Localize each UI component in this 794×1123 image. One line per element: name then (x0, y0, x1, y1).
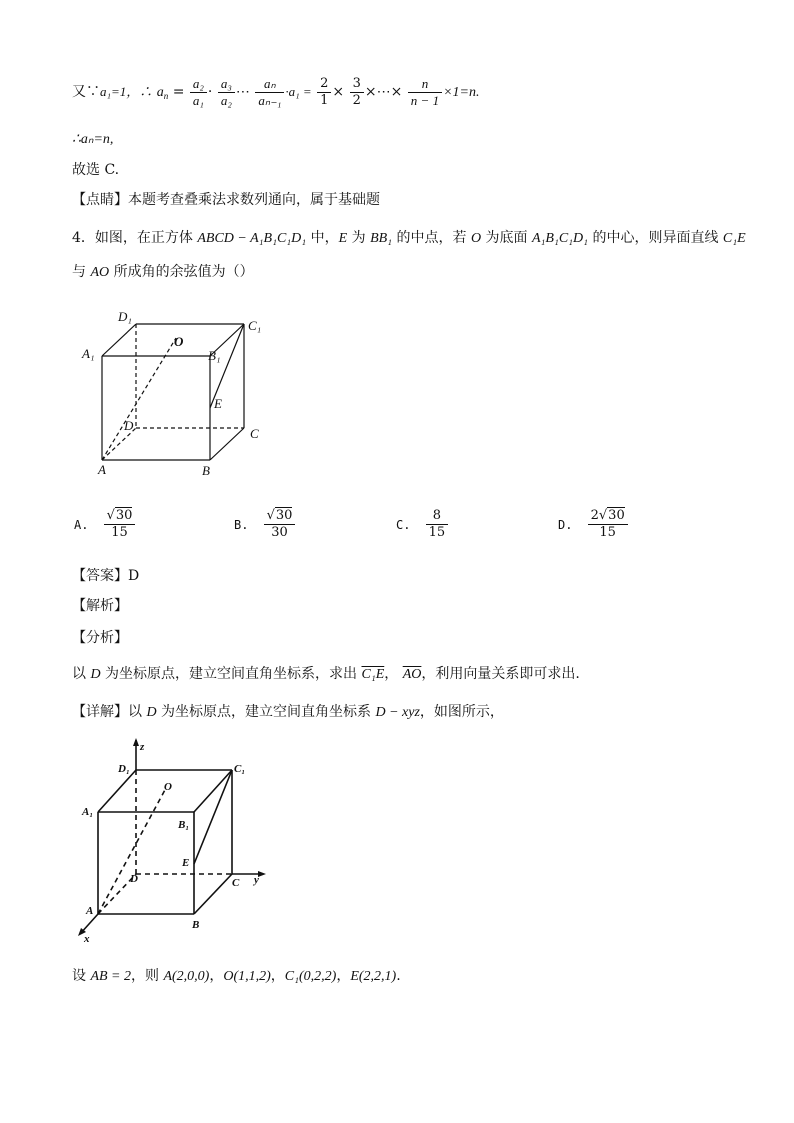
remark-line (72, 190, 380, 210)
math: D (90, 667, 101, 682)
text: ，利用向量关系即可求出. (421, 666, 580, 682)
text: ，如图所示， (419, 704, 504, 720)
label-b: B (202, 463, 210, 478)
math: C₁E (722, 231, 746, 246)
denominator: 2 (352, 92, 361, 108)
numerator: a₃ (218, 76, 235, 93)
text: 所成角的余弦值为（） (109, 264, 254, 280)
text: 与 (72, 264, 91, 280)
text: 为坐标原点，建立空间直角坐标系 (156, 704, 376, 720)
denominator: a₁ (192, 92, 204, 108)
text: ， (270, 968, 285, 984)
answer-line (72, 566, 139, 586)
label-b1: B₁ (208, 348, 221, 363)
remark-text: 本题考查叠乘法求数列通向，属于基础题 (128, 192, 380, 208)
coefficient: 2 (590, 508, 599, 523)
option-d[interactable] (558, 508, 629, 541)
denominator: n − 1 (410, 92, 440, 108)
numerator: a₂ (190, 76, 207, 93)
conclusion-line: ∴aₙ=n, (72, 132, 114, 147)
fenxi-tag: 【分析】 (72, 630, 128, 646)
option-label: C. (396, 517, 411, 532)
denominator: 15 (111, 525, 128, 540)
point-c1: C₁(0,2,2) (284, 969, 337, 984)
label-e: E (182, 857, 190, 869)
answer-tag: 【答案】 (72, 568, 128, 584)
label-d1: D₁ (118, 309, 132, 324)
option-label: D. (558, 517, 573, 532)
vector: C₁E (361, 667, 385, 682)
text: ， (384, 666, 403, 682)
label-a: A (98, 462, 106, 477)
denominator: 1 (320, 92, 329, 108)
text: 以 (72, 666, 91, 682)
option-b[interactable] (234, 508, 296, 541)
answer-value: D (128, 568, 140, 584)
math: D (146, 705, 157, 720)
label-y: y (254, 874, 259, 886)
label-e: E (214, 396, 222, 411)
detail-tag: 【详解】 (72, 704, 128, 720)
fraction: $\frac{√30}{30}$ (264, 508, 296, 541)
math-sub: n (163, 91, 169, 101)
label-z: z (140, 741, 145, 753)
math-op: ·a₁ = (285, 84, 312, 99)
choice-line: 故选 C. (72, 162, 120, 178)
fraction (218, 76, 235, 109)
question-line-2 (72, 262, 254, 283)
label-d: D (130, 873, 138, 885)
math-op: ⋯ (235, 84, 250, 100)
math-var: a (156, 85, 164, 100)
math: AO (90, 265, 110, 280)
denominator: 15 (428, 525, 446, 540)
radicand: 30 (275, 508, 293, 523)
edge (194, 770, 232, 812)
vector: $\overline{AO}$ (402, 667, 422, 682)
fraction: $\frac{√30}{15}$ (104, 508, 136, 541)
text: ， (209, 968, 224, 984)
denominator: aₙ₋₁ (258, 92, 282, 108)
cube-figure (78, 306, 278, 482)
detail-line (72, 702, 504, 723)
text: ，则 (131, 968, 164, 984)
formula-line: 又∵a₁=1，∴ $a_n$ = $\frac{\text{a₂}}{\text{a₁}}$ · $\frac{\text{a₃}}{\text{a₂}}$ ⋯ $\frac{\text{aₙ}}{\text{aₙ₋₁}}$ ·a₁ = $\frac{2}{1}$ × $\frac{3}{2}$ ×⋯× $\frac{n}{n - 1}$ ×1=n. (72, 75, 480, 108)
label-o: O (164, 781, 172, 793)
fraction (255, 76, 284, 109)
edge (102, 324, 136, 356)
math: AB = 2 (90, 969, 132, 984)
text: 的中心，则异面直线 (588, 230, 723, 246)
numerator: 8 (426, 508, 449, 525)
math-op: ×1=n. (443, 85, 480, 100)
radicand: 30 (608, 508, 625, 523)
label-a1: A₁ (82, 346, 95, 361)
numerator: n (408, 76, 442, 93)
edge (98, 770, 136, 812)
label-a: A (86, 905, 94, 917)
denominator: 15 (599, 525, 616, 540)
math: A₁B₁C₁D₁ (531, 231, 589, 246)
z-arrow-icon (133, 738, 139, 746)
denominator: 30 (271, 525, 288, 540)
fraction (426, 508, 449, 541)
text: 为底面 (481, 230, 532, 246)
option-a[interactable] (74, 508, 136, 541)
question-line-1 (72, 228, 746, 249)
coordinate-cube-figure (74, 738, 274, 944)
option-label: B. (234, 517, 249, 532)
label-a1: A₁ (82, 806, 94, 818)
point-a: A(2,0,0) (163, 969, 210, 984)
text: 为坐标原点，建立空间直角坐标系，求出 (100, 666, 362, 682)
label-c1: C₁ (248, 318, 262, 333)
y-arrow-icon (258, 871, 266, 877)
fraction: $\frac{2√30}{15}$ (588, 508, 628, 541)
option-label: A. (74, 517, 89, 532)
label-b1: B₁ (178, 819, 190, 831)
numerator: 2 (317, 76, 331, 93)
text: 以 (128, 704, 147, 720)
label-x: x (84, 933, 90, 944)
radicand: 30 (115, 508, 133, 523)
fraction (408, 76, 442, 109)
text: ， (336, 968, 351, 984)
segment-ao (98, 788, 166, 914)
label-o: O (174, 334, 184, 349)
analysis-tag: 【解析】 (72, 598, 128, 614)
math-op: = (168, 84, 189, 100)
denominator: a₂ (220, 92, 232, 108)
label-d: D (124, 418, 134, 433)
segment-c1e (194, 770, 232, 864)
fraction (190, 76, 207, 109)
option-c[interactable] (396, 508, 449, 541)
text: 中， (306, 230, 339, 246)
label-d1: D₁ (118, 763, 130, 775)
text: . (396, 968, 401, 984)
math: BB₁ (370, 231, 393, 246)
point-e: E(2,2,1) (350, 969, 397, 984)
numerator: 3 (350, 76, 364, 93)
text: 又∵ (72, 84, 100, 100)
edge (210, 428, 244, 460)
text: a₁=1，∴ (100, 84, 153, 99)
label-b: B (192, 919, 200, 931)
fraction (350, 76, 364, 109)
math: ABCD − A₁B₁C₁D₁ (197, 231, 307, 246)
math-op: ×⋯× (364, 84, 403, 100)
label-c: C (232, 877, 240, 889)
math: D − xyz (375, 705, 420, 720)
text: 4．如图，在正方体 (72, 230, 198, 246)
remark-tag: 【点睛】 (72, 192, 128, 208)
text: 的中点，若 (392, 230, 471, 246)
label-c1: C₁ (234, 763, 246, 775)
numerator: aₙ (255, 76, 284, 93)
math: O (470, 231, 482, 246)
text: 设 (72, 968, 91, 984)
edge (194, 874, 232, 914)
fenxi-line (72, 664, 580, 685)
point-o: O(1,1,2) (223, 969, 271, 984)
math: E (338, 231, 348, 246)
label-c: C (250, 426, 259, 441)
coordinates-line (72, 966, 401, 987)
fraction (317, 76, 331, 109)
text: 为 (347, 230, 371, 246)
